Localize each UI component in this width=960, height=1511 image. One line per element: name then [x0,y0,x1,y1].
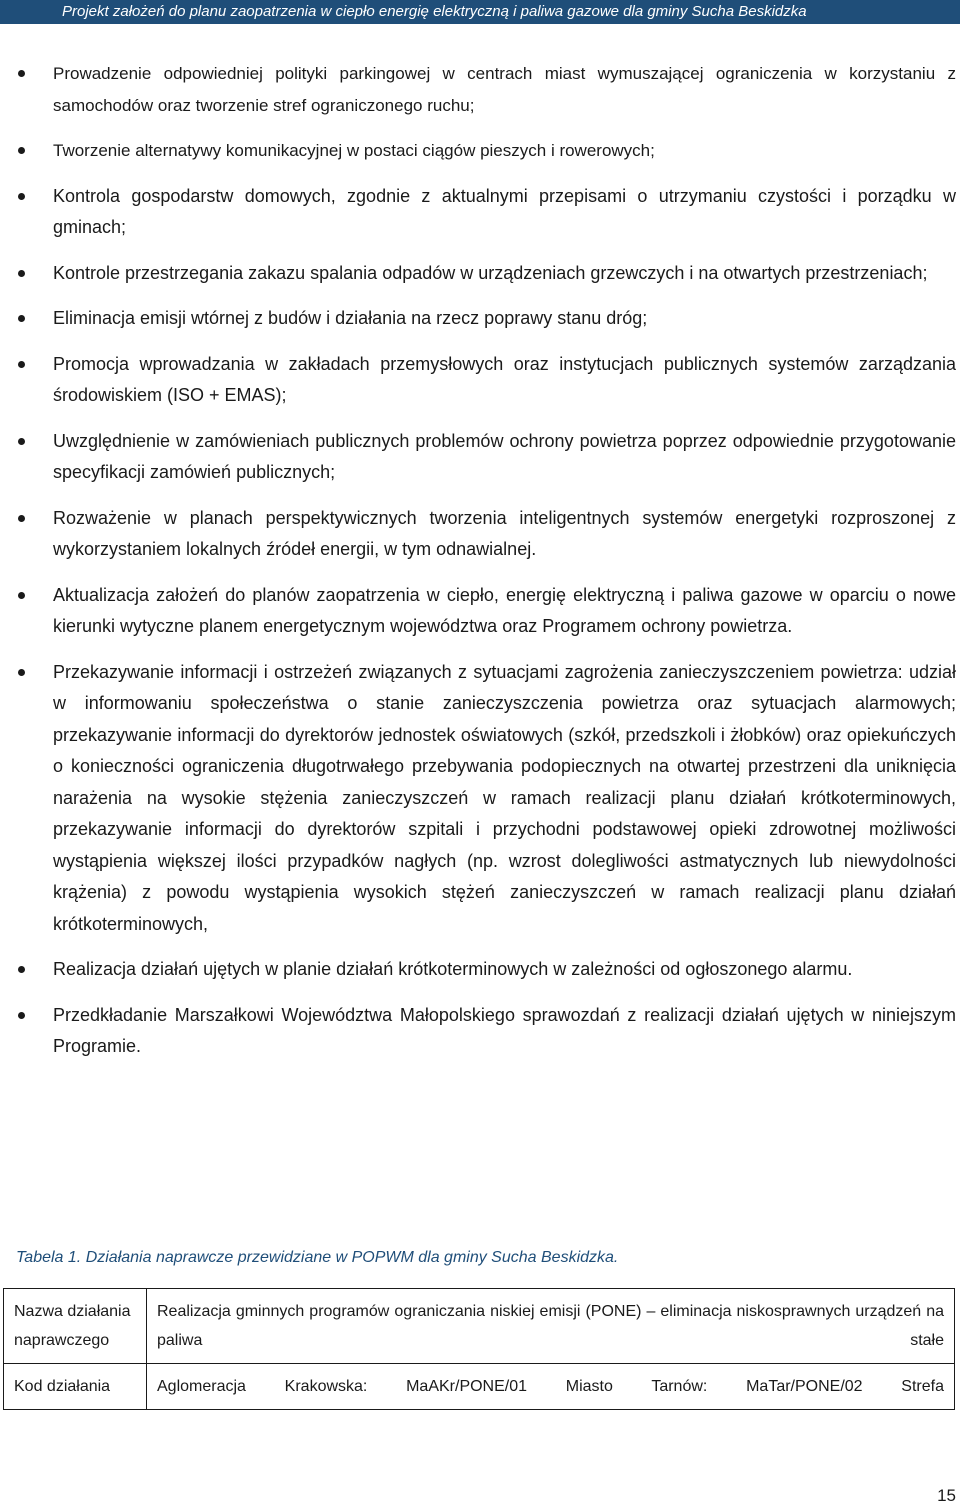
bullet-icon [18,147,25,154]
row-label: Kod działania [4,1364,147,1410]
bullet-list [0,58,960,1077]
list-item: Rozważenie w planach perspektywicznych tworzenia inteligentnych systemów energetyki rozproszonej z wykorzystaniem lokalnych źródeł energii, w tym odnawialnej. [0,503,960,566]
list-item: Kontrole przestrzegania zakazu spalania odpadów w urządzeniach grzewczych i na otwartych przestrzeniach; [0,258,960,290]
actions-table [3,1288,955,1410]
page-header [0,0,960,24]
page-number: 15 [937,1486,956,1505]
row-value: Aglomeracja Krakowska: MaAKr/PONE/01 Miasto Tarnów: MaTar/PONE/02 Strefa [147,1364,955,1410]
list-item: Kontrola gospodarstw domowych, zgodnie z aktualnymi przepisami o utrzymaniu czystości i porządku w gminach; [0,181,960,244]
list-item: Tworzenie alternatywy komunikacyjnej w postaci ciągów pieszych i rowerowych; [0,135,960,167]
list-item: Prowadzenie odpowiedniej polityki parkingowej w centrach miast wymuszającej ograniczenia w korzystaniu z samochodów oraz tworzenie stref ograniczonego ruchu; [0,58,960,121]
bullet-icon [18,270,25,277]
row-label: Nazwa działania naprawczego [4,1289,147,1364]
bullet-icon [18,70,25,77]
bullet-icon [18,361,25,368]
bullet-icon [18,515,25,522]
list-item: Aktualizacja założeń do planów zaopatrzenia w ciepło, energię elektryczną i paliwa gazowe w oparciu o nowe kierunki wytyczne planem energetycznym województwa oraz Programem ochrony powietrza. [0,580,960,643]
bullet-icon [18,966,25,973]
list-item: Eliminacja emisji wtórnej z budów i działania na rzecz poprawy stanu dróg; [0,303,960,335]
row-value: Realizacja gminnych programów ograniczania niskiej emisji (PONE) – eliminacja niskosprawnych urządzeń na paliwa stałe [147,1289,955,1364]
bullet-icon [18,315,25,322]
table-caption: Tabela 1. Działania naprawcze przewidziane w POPWM dla gminy Sucha Beskidzka. [16,1249,619,1266]
list-item: Przedkładanie Marszałkowi Województwa Małopolskiego sprawozdań z realizacji działań ujętych w niniejszym Programie. [0,1000,960,1063]
bullet-icon [18,592,25,599]
bullet-icon [18,1012,25,1019]
bullet-icon [18,193,25,200]
table-row [4,1364,955,1410]
list-item: Przekazywanie informacji i ostrzeżeń związanych z sytuacjami zagrożenia zanieczyszczeniem powietrza: udział w informowaniu społeczeństwa o stanie zanieczyszczenia powietrza oraz sytuacjach alarmowych; przekazywanie informacji do dyrektorów jednostek oświatowych (szkół, przedszkoli i żłobków) oraz opiekuńczych o konieczności ograniczenia długotrwałego przebywania podopiecznych na otwartej przestrzeni dla uniknięcia narażenia na wysokie stężenia zanieczyszczeń w ramach realizacji planu działań krótkoterminowych, przekazywanie informacji do dyrektorów szpitali i przychodni podstawowej opieki zdrowotnej możliwości wystąpienia większej ilości przypadków nagłych (np. wzrost dolegliwości astmatycznych lub niewydolności krążenia) z powodu wystąpienia wysokich stężeń zanieczyszczeń w ramach realizacji planu działań krótkoterminowych, [0,657,960,941]
bullet-icon [18,438,25,445]
list-item: Promocja wprowadzania w zakładach przemysłowych oraz instytucjach publicznych systemów zarządzania środowiskiem (ISO + EMAS); [0,349,960,412]
list-item: Realizacja działań ujętych w planie działań krótkoterminowych w zależności od ogłoszonego alarmu. [0,954,960,986]
table-row [4,1289,955,1364]
list-item: Uwzględnienie w zamówieniach publicznych problemów ochrony powietrza poprzez odpowiednie przygotowanie specyfikacji zamówień publicznych; [0,426,960,489]
document-title: Projekt założeń do planu zaopatrzenia w ciepło energię elektryczną i paliwa gazowe dla gminy Sucha Beskidzka [62,3,807,20]
bullet-icon [18,669,25,676]
